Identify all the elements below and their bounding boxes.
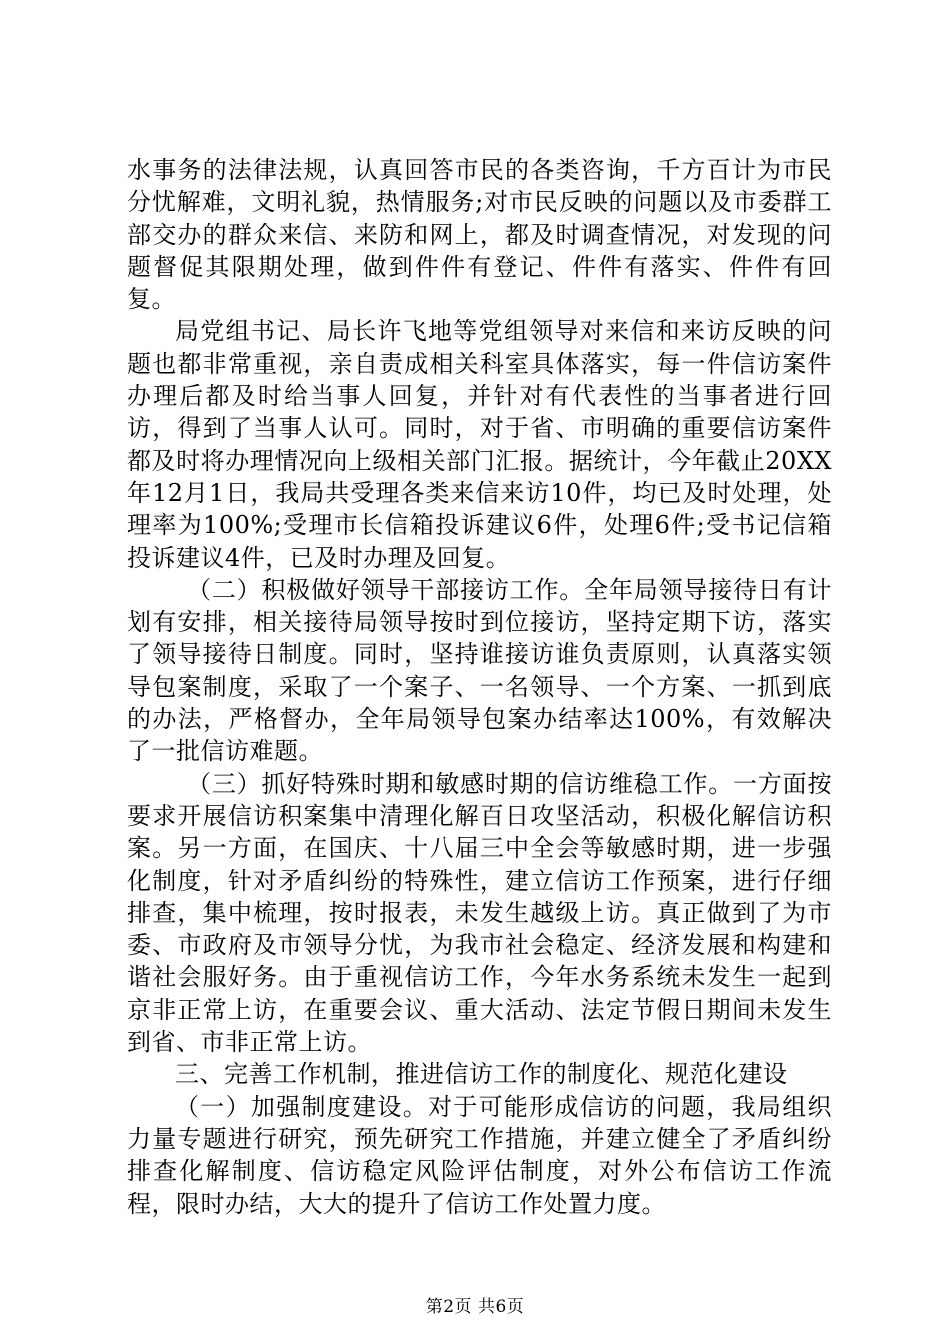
paragraph-petition-handling: 局党组书记、局长许飞地等党组领导对来信和来访反映的问题也都非常重视，亲自责成相关科室具体落实，每一件信访案件办理后都及时给当事人回复，并针对有代表性的当事者进行回访，得到了当事人认可。同时，对于省、市明确的重要信访案件都及时将办理情况向上级相关部门汇报。据统计，今年截止20XX年12月1日，我局共受理各类来信来访10件，均已及时处理，处理率为100%;受理市长信箱投诉建议6件，处理6件;受书记信箱投诉建议4件，已及时办理及回复。 xyxy=(127,317,832,572)
paragraph-continuation: 水事务的法律法规，认真回答市民的各类咨询，千方百计为市民分忧解难，文明礼貌，热情服务;对市民反映的问题以及市委群工部交办的群众来信、来防和网上，都及时调查情况，对发现的问题督促其限期处理，做到件件有登记、件件有落实、件件有回复。 xyxy=(127,156,832,314)
document-body xyxy=(127,154,832,1220)
section-heading-mechanism: 三、完善工作机制，推进信访工作的制度化、规范化建设 xyxy=(175,1060,788,1089)
paragraph-system-building: （一）加强制度建设。对于可能形成信访的问题，我局组织力量专题进行研究，预先研究工作措施，并建立健全了矛盾纠纷排查化解制度、信访稳定风险评估制度，对外公布信访工作流程，限时办结，大大的提升了信访工作处置力度。 xyxy=(127,1092,832,1218)
page-number-footer: 第2页 共6页 xyxy=(425,1297,525,1317)
paragraph-sensitive-period: （三）抓好特殊时期和敏感时期的信访维稳工作。一方面按要求开展信访积案集中清理化解百日攻坚活动，积极化解信访积案。另一方面，在国庆、十八届三中全会等敏感时期，进一步强化制度，针对矛盾纠纷的特殊性，建立信访工作预案，进行仔细排查，集中梳理，按时报表，未发生越级上访。真正做到了为市委、市政府及市领导分忧，为我市社会稳定、经济发展和构建和谐社会服好务。由于重视信访工作，今年水务系统未发生一起到京非正常上访，在重要会议、重大活动、法定节假日期间未发生到省、市非正常上访。 xyxy=(127,769,832,1057)
paragraph-leader-reception: （二）积极做好领导干部接访工作。全年局领导接待日有计划有安排，相关接待局领导按时到位接访，坚持定期下访，落实了领导接待日制度。同时，坚持谁接访谁负责原则，认真落实领导包案制度，采取了一个案子、一名领导、一个方案、一抓到底的办法，严格督办，全年局领导包案办结率达100%，有效解决了一批信访难题。 xyxy=(127,575,832,766)
